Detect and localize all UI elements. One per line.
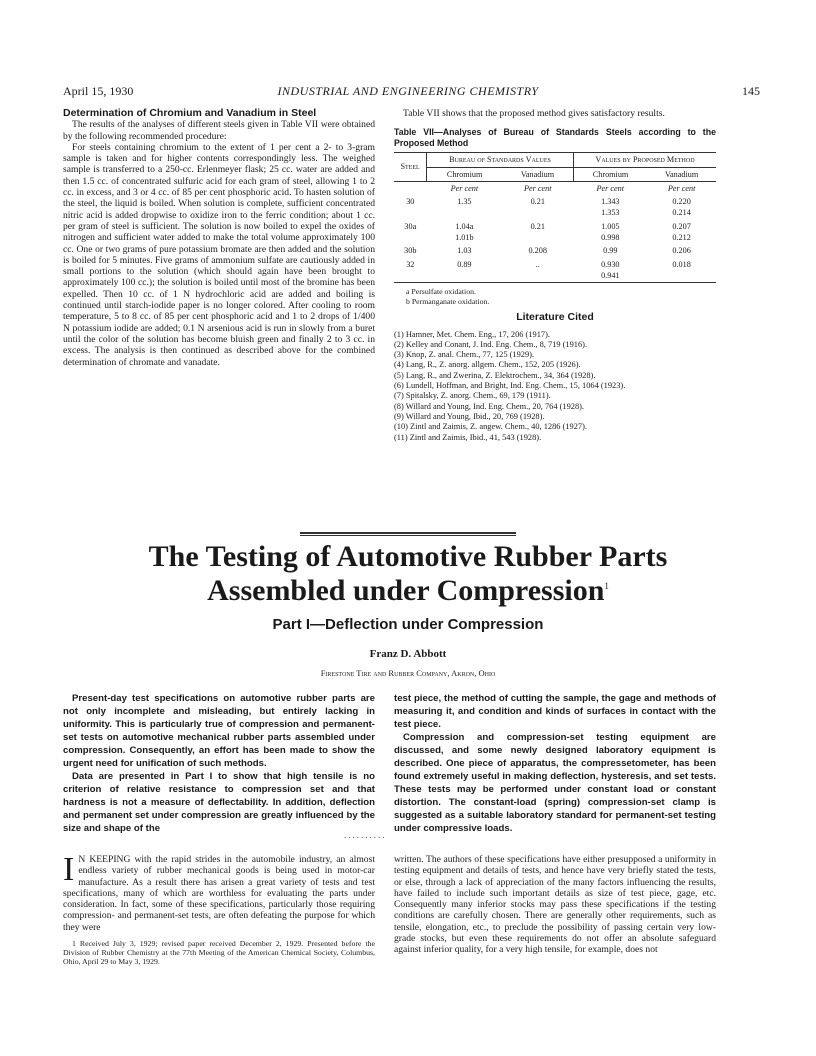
- cell-steel: 30: [406, 197, 415, 207]
- col-vanadium: Vanadium: [665, 169, 699, 179]
- unit-label: Per cent: [667, 183, 696, 193]
- abstract-paragraph: Data are presented in Part I to show that high tensile is no criterion of relative resistance to compression set and that hardness is not a measure of deflectability. In addition, deflection and permanent set under compression are greatly influenced by the size and shape of the: [63, 771, 375, 834]
- reference-item: (5) Lang, R., and Zwerina, Z. Elektrochem., 34, 364 (1928).: [394, 370, 596, 380]
- right-column: [394, 108, 716, 443]
- reference-item: (10) Zintl and Zaimis, Z. angew. Chem., 40, 1286 (1927).: [394, 422, 587, 432]
- reference-item: (4) Lang, R., Z. anorg. allgem. Chem., 152, 205 (1926).: [394, 360, 581, 370]
- body-paragraph: written. The authors of these specifications have either presupposed a uniformity in testing equipment and details of tests, and hence have very briefly stated the tests, or else, through a lack of appreciation of the many factors influencing the results, have failed to include such important details as size of test piece, gage, etc. Consequently many inferior stocks may pass these specifications if the testing conditions are carefully chosen. There are generally other requirements, such as tensile, elongation, etc., to preclude the possibility of passing certain very low-grade stocks, but even these requirements do not offer an absolute safeguard against inferior quality, for a very high tensile, for example, does not: [394, 854, 716, 956]
- paragraph: For steels containing chromium to the extent of 1 per cent a 2- to 3-gram sample is taken and for higher contents correspondingly less. The weighed sample is transferred to a 250-cc. Erlenmeyer flask; 25 cc. water are added and then 1.5 cc. of concentrated sulfuric acid for each gram of steel, allowing 1 to 2 cc. in excess, and 3 or 4 cc. of 85 per cent phosphoric acid. To hasten solution of the steel, the liquid is boiled. When solution is complete, sufficient concentrated nitric acid is added dropwise to oxidize iron to the ferric condition; about 1 cc. per gram of steel is sufficient. The solution is now boiled to expel the oxides of nitrogen and sufficient water added to make the total volume approximately 100 cc. One or two grams of pure potassium bromate are then added and the solution is boiled for 5 minutes. Five grams of ammonium sulfate are cautiously added in small portions to the solution (which should again have been brought to approximately 100 cc.); the solution is boiled until most of the bromine has been expelled. Then 10 cc. of 1 N hydrochloric acid are added and boiling is continued until starch-iodide paper is no longer colored. After cooling to room temperature, 5 to 8 cc. of 85 per cent phosphoric acid and 1 to 2 drops of 1/400 N potassium iodide are added; 0.1 N arsenious acid is run in slowly from a buret until the color of the solution has become bluish green and finally 2 to 3 cc. in excess. The analysis is then continued as described above for the combined determination of chromate and vanadate.: [63, 141, 375, 368]
- abstract-right: [394, 692, 716, 835]
- cell-bs-cr: 1.03: [457, 246, 472, 256]
- article-affiliation: Firestone Tire and Rubber Company, Akron, Ohio: [320, 668, 496, 678]
- cell-steel: 32: [406, 259, 415, 269]
- title-footnote-mark: 1: [604, 581, 609, 591]
- left-column: [63, 108, 375, 368]
- cell-bs-cr: 1.35: [457, 197, 472, 207]
- col-chromium: Chromium: [592, 169, 629, 179]
- col-group-bureau: Bureau of Standards Values: [427, 153, 574, 167]
- abstract-paragraph: Compression and compression-set testing equipment are discussed, and some newly designed laboratory equipment is described. One piece of apparatus, the compressetometer, has been found extremely useful in making deflection, hysteresis, and set tests. These tests may be performed under constant load or constant distortion. The constant-load (spring) compression-set clamp is suggested as a suitable laboratory standard for permanent-set testing under compressive loads.: [394, 732, 716, 834]
- table-footnote: a Persulfate oxidation.: [406, 287, 476, 297]
- table-intro: Table VII shows that the proposed method gives satisfactory results.: [403, 108, 665, 119]
- cell-pm-v: 0.206: [672, 246, 691, 256]
- reference-item: (6) Lundell, Hoffman, and Bright, Ind. Eng. Chem., 15, 1064 (1923).: [394, 381, 626, 391]
- table-vii: [394, 152, 716, 283]
- table-footnote: b Permanganate oxidation.: [406, 296, 490, 306]
- table-row: [394, 195, 716, 220]
- cell-bs-v: 0.21: [530, 221, 545, 231]
- abstract-paragraph: test piece, the method of cutting the sample, the gage and methods of measuring it, and condition and kinds of surfaces in contact with the test piece.: [394, 693, 716, 730]
- table-row: [394, 244, 716, 257]
- section-heading: Determination of Chromium and Vanadium in Steel: [63, 107, 317, 119]
- reference-item: (11) Zintl and Zaimis, Ibid., 41, 543 (1928).: [394, 432, 542, 442]
- cell-pm-cr: 0.930 0.941: [601, 259, 620, 280]
- paragraph: The results of the analyses of different steels given in Table VII were obtained by the following recommended procedure:: [63, 119, 375, 142]
- abstract-left: [63, 692, 375, 835]
- unit-label: Per cent: [523, 183, 552, 193]
- footnote: [63, 939, 375, 967]
- literature-heading: Literature Cited: [516, 311, 594, 324]
- table-row: [394, 258, 716, 283]
- reference-item: (9) Willard and Young, Ibid., 20, 769 (1928).: [394, 411, 545, 421]
- table-row: [394, 220, 716, 245]
- reference-item: (3) Knop, Z. anal. Chem., 77, 125 (1929).: [394, 350, 535, 360]
- cell-pm-cr: 1.005 0.998: [601, 221, 620, 243]
- footnote-text: 1 Received July 3, 1929; revised paper received December 2, 1929. Presented before the Division of Rubber Chemistry at the 77th Meeting of the American Chemical Society, Columbus, Ohio, April 29 to May 3, 1929.: [63, 939, 375, 967]
- reference-item: (2) Kelley and Conant, J. Ind. Eng. Chem., 8, 719 (1916).: [394, 339, 588, 349]
- header-date: April 15, 1930: [63, 84, 134, 98]
- col-chromium: Chromium: [446, 169, 483, 179]
- cell-steel: 30a: [404, 221, 417, 231]
- cell-pm-cr: 0.99: [603, 246, 618, 256]
- header-journal: INDUSTRIAL AND ENGINEERING CHEMISTRY: [277, 84, 539, 98]
- reference-item: (8) Willard and Young, Ind. Eng. Chem., 20, 764 (1928).: [394, 401, 585, 411]
- cell-bs-v: 0.208: [528, 246, 547, 256]
- reference-list: [394, 330, 716, 443]
- cell-steel: 30b: [404, 246, 417, 256]
- separator-rule: [300, 532, 516, 536]
- cell-pm-v: 0.018: [672, 259, 691, 269]
- table-caption: Table VII—Analyses of Bureau of Standards Steels according to the Proposed Method: [394, 127, 716, 148]
- cell-pm-v: 0.220 0.214: [672, 197, 691, 218]
- reference-item: (7) Spitalsky, Z. anorg. Chem., 69, 179 (1911).: [394, 391, 551, 401]
- col-vanadium: Vanadium: [502, 167, 573, 181]
- cell-bs-v: 0.21: [530, 197, 545, 207]
- dotted-separator: ..........: [344, 830, 387, 840]
- unit-label: Per cent: [596, 183, 625, 193]
- cell-pm-v: 0.207 0.212: [672, 221, 691, 243]
- body-paragraph: I N KEEPING with the rapid strides in the automobile industry, an almost endless variety of rubber mechanical goods is being used in motor-car manufacture. As a result there has arisen a great variety of tests and test specifications, many of which are worthless for evaluating the parts under consideration. In fact, some of these specifications, particularly those requiring compression- and permanent-set tests, are often defeating the purpose for which they were: [63, 851, 375, 933]
- header-page-number: 145: [742, 84, 760, 98]
- article-title-line1: The Testing of Automotive Rubber Parts: [148, 540, 668, 573]
- cell-bs-v: ..: [535, 259, 540, 269]
- unit-label: Per cent: [450, 183, 479, 193]
- article-author: Franz D. Abbott: [369, 648, 447, 660]
- cell-bs-cr: 0.89: [457, 259, 472, 269]
- col-steel: Steel: [394, 153, 427, 182]
- drop-cap: I: [63, 851, 75, 888]
- abstract-paragraph: Present-day test specifications on automotive rubber parts are not only incomplete and misleading, but entirely lacking in uniformity. This is particularly true of compression and permanent-set tests on automotive mechanical rubber parts assembled under compression. Consequently, an effort has been made to show the urgent need for unification of such methods.: [63, 693, 375, 769]
- col-group-proposed: Values by Proposed Method: [573, 153, 716, 167]
- body-right: [394, 854, 716, 956]
- body-left: [63, 851, 375, 967]
- cell-pm-cr: 1.343 1.353: [601, 197, 620, 218]
- cell-bs-cr: 1.04a 1.01b: [455, 221, 474, 243]
- reference-item: (1) Hamner, Met. Chem. Eng., 17, 206 (1917).: [394, 329, 550, 339]
- article-subtitle: Part I—Deflection under Compression: [272, 616, 544, 633]
- article-title-line2: Assembled under Compression$^1$: [207, 574, 609, 607]
